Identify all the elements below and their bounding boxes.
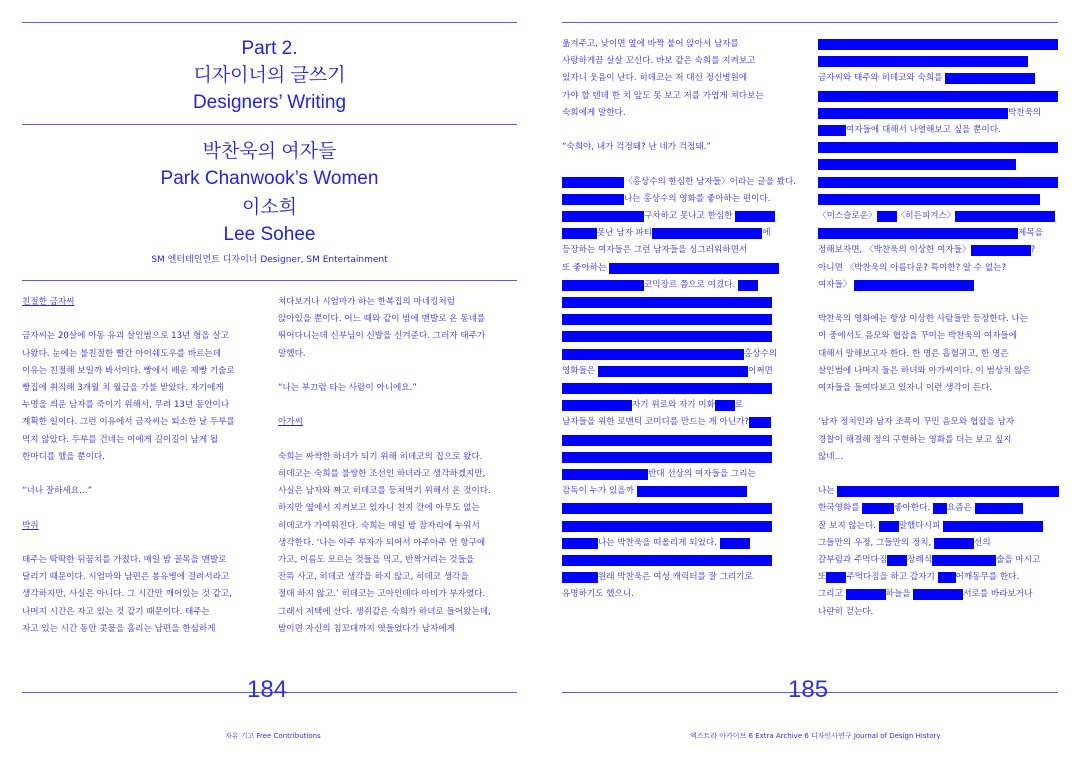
text-line	[562, 466, 756, 483]
redaction-bar	[934, 538, 974, 549]
text-line	[562, 414, 771, 431]
text-line	[818, 432, 1011, 449]
text-line	[562, 139, 711, 156]
text-line: 생각하지만, 사실은 아니다. 그 시간만 깨어있는 것 같고,	[22, 589, 232, 600]
text-segment: 〈히든피겨스〉	[896, 211, 956, 221]
part-title-en: Designers’ Writing	[192, 92, 347, 113]
redaction-bar	[818, 194, 1040, 205]
text-line	[562, 208, 775, 225]
text-segment: 여자들〉	[818, 279, 855, 290]
text-segment: 갈부림과 주먹다짐	[818, 555, 888, 565]
redaction-bar	[945, 73, 1035, 84]
text-line	[818, 53, 1028, 70]
text-line: 앉아있을 뿐이다. 어느 때와 같이 밤에 맨발로 온 동네를	[278, 314, 486, 325]
text-line: 누명을 씌운 남자를 죽이기 위해서, 무려 13년 동안이나	[22, 400, 230, 411]
redaction-bar	[562, 555, 772, 566]
redaction-bar	[932, 555, 996, 566]
text-line	[818, 328, 1017, 345]
top-rule-left	[22, 22, 517, 23]
redaction-bar	[738, 280, 758, 291]
text-segment: 나는	[818, 486, 838, 497]
redaction-bar	[887, 555, 907, 566]
text-line	[562, 346, 777, 363]
text-line: 밤이면 자신의 침꼬대까지 엿들었다가 남자에게	[278, 623, 455, 634]
text-segment: 사랑하게끔 살살 꼬신다. 바보 같은 숙희를 지켜보고	[562, 56, 756, 67]
text-segment: 반대 선상의 여자들을 그리는	[648, 469, 756, 479]
text-segment: 살인범에 나머지 둘은 하녀와 아가씨이다. 이 범상치 않은	[818, 365, 1031, 376]
text-line: 빵집에 취직해 3개월 치 월급을 가불 받았다. 자기에게	[22, 383, 224, 393]
text-line	[562, 70, 747, 87]
text-line	[562, 569, 753, 586]
text-line	[818, 277, 974, 294]
text-line	[818, 88, 1058, 105]
redaction-bar	[818, 142, 1058, 153]
text-line	[562, 518, 772, 535]
text-segment: 않네…	[818, 451, 844, 462]
text-segment: 여자들을 들여다보고 있자니 이런 생각이 든다.	[818, 383, 993, 393]
text-segment: 로	[734, 400, 744, 411]
text-segment: 요즘은	[946, 503, 975, 514]
text-segment: 이 중에서도 음모와 협잡을 꾸미는 박찬욱의 여자들에	[818, 331, 1018, 342]
text-line	[818, 604, 873, 621]
text-line	[818, 535, 991, 552]
text-line	[818, 139, 1058, 156]
text-line	[562, 363, 773, 380]
title-rule	[22, 124, 517, 125]
text-line: 히데코는 숙희를 불쌍한 조선인 하녀라고 생각하겠지만,	[278, 469, 486, 479]
text-segment: 또	[818, 572, 827, 583]
text-line	[562, 294, 772, 311]
section-heading: 박쥐	[22, 520, 39, 531]
text-segment: 나란히 걷는다.	[818, 606, 874, 617]
text-segment: 그들만의 우정, 그들만의 정치,	[818, 537, 935, 548]
redaction-bar	[837, 486, 1059, 497]
top-rule-right	[562, 22, 1058, 23]
redaction-bar	[720, 538, 750, 549]
text-line: “나는 부끄럼 타는 사람이 아니에요.”	[278, 383, 417, 393]
redaction-bar	[854, 280, 974, 291]
text-segment: “숙희야, 내가 걱정돼? 난 네가 걱정돼.”	[562, 142, 711, 153]
redaction-bar	[562, 211, 644, 222]
text-line: 먹지 않았다. 두부를 건네는 이에게 길이길이 남게 될	[22, 434, 219, 445]
text-line: 히데코가 가여워진다. 숙희는 매일 밤 잠자리에 누워서	[278, 520, 480, 531]
redaction-bar	[562, 331, 772, 342]
text-line	[562, 483, 747, 500]
text-segment: 아니면 〈박찬욱의 아름다운? 특이한? 알 수 없는?	[818, 262, 1007, 273]
byline-rule	[22, 280, 517, 281]
text-segment: 영화들은	[562, 365, 598, 376]
text-line	[562, 260, 779, 277]
text-line: 잔뜩 사고, 히데코 생각을 하지 않고, 히데코 생각을	[278, 572, 469, 583]
redaction-bar	[562, 435, 772, 446]
text-line	[562, 88, 764, 105]
redaction-bar	[818, 177, 1058, 188]
part-number: Part 2.	[241, 38, 298, 59]
redaction-bar	[846, 589, 886, 600]
part-title-ko: 디자이너의 글쓰기	[193, 65, 346, 86]
author-en: Lee Sohee	[223, 224, 316, 245]
text-line	[818, 242, 1035, 259]
text-line	[562, 500, 772, 517]
text-segment: 박찬욱의	[1008, 107, 1042, 118]
text-line	[818, 36, 1058, 53]
article-title-ko: 박찬욱의 여자들	[202, 141, 337, 162]
text-segment: 서로를 바라보거나	[963, 589, 1033, 600]
page-number-left: 184	[247, 676, 288, 703]
redaction-bar	[818, 228, 1018, 239]
text-segment: 금자씨와 태주와 히데코와 숙희를	[818, 73, 946, 84]
text-line: 뛰어다니는데 신부님이 신발을 신겨준다. 그러자 태주가	[278, 331, 486, 342]
redaction-bar	[818, 39, 1058, 50]
text-line: 달리기 때문이다. 시엄마와 남편은 봉유병에 걸려서라고	[22, 572, 230, 583]
text-segment: 남자들을 위한 로맨틱 코미디를 만드는 게 아닌가?	[562, 417, 749, 428]
text-line: 절대 하지 않고.’ 히데코는 고아인데다 아비가 부자였다.	[278, 589, 486, 600]
redaction-bar	[562, 572, 598, 583]
redaction-bar	[562, 349, 744, 360]
text-line	[562, 53, 755, 70]
text-segment: 가야 할 텐데 한 치 앞도 못 보고 저를 가엽게 쳐다보는	[562, 90, 764, 101]
redaction-bar	[862, 503, 894, 514]
redaction-bar	[562, 452, 772, 463]
text-segment: ?	[1030, 245, 1036, 256]
text-line	[562, 586, 634, 603]
text-segment: 코믹장르 쯤으로 여겼다.	[644, 279, 738, 290]
text-line: 나왔다. 눈에는 불친절한 빨간 아이쉐도우를 바르는데	[22, 348, 222, 359]
text-line: 나머지 시간은 자고 있는 것 같기 때문이다. 태주는	[22, 606, 210, 617]
text-line	[818, 500, 1023, 517]
text-line	[818, 260, 1006, 277]
text-line: 그래서 저택에 산다. 생쥐같은 숙희가 하녀로 들어왔는데,	[278, 606, 491, 617]
redaction-bar	[879, 521, 899, 532]
redaction-bar	[749, 417, 771, 428]
redaction-bar	[818, 91, 1058, 102]
section-heading: 친절한 금자씨	[22, 297, 75, 307]
text-segment: 박찬욱의 영화에는 항상 이상한 사람들만 등장한다. 나는	[818, 314, 1029, 325]
redaction-bar	[652, 228, 762, 239]
text-line	[818, 414, 1014, 431]
text-segment: 옮겨주고, 낮이면 옆에 바짝 붙어 앉아서 남자를	[562, 39, 739, 49]
footer-right: 엑스트라 아카이브 6 Extra Archive 6 디자인사연구 Journal of Design History	[690, 732, 941, 740]
redaction-bar	[562, 194, 624, 205]
redaction-bar	[562, 177, 624, 188]
redaction-bar	[562, 383, 772, 394]
text-segment: 장례식	[907, 555, 933, 565]
redaction-bar	[562, 400, 632, 411]
redaction-bar	[971, 245, 1031, 256]
redaction-bar	[818, 56, 1028, 67]
redaction-bar	[913, 589, 963, 600]
text-segment: 주먹다짐을 하고 갑자기	[846, 572, 938, 583]
text-line: 말했다.	[278, 348, 306, 359]
text-line	[818, 156, 1016, 173]
text-line	[562, 311, 772, 328]
text-line	[818, 105, 1041, 122]
text-line: 계획한 일이다. 그런 이유에서 금자씨는 퇴소한 날 두부를	[22, 417, 235, 428]
footer-left: 자유 기고 Free Contributions	[225, 732, 321, 740]
redaction-bar	[609, 263, 779, 274]
redaction-bar	[562, 314, 772, 325]
text-segment: 말했다시피	[898, 520, 943, 531]
text-line	[818, 122, 1001, 139]
text-segment: 나는 홍상수의 영화를 좋아하는 편이다.	[624, 193, 771, 204]
text-line	[818, 346, 1009, 363]
text-line	[818, 586, 1032, 603]
text-segment: 잘 보지 않는다.	[818, 520, 879, 531]
redaction-bar	[562, 280, 644, 291]
article-title-en: Park Chanwook’s Women	[160, 168, 379, 189]
text-line: 쳐다보거나 시엄마가 하는 한복집의 마네킹처럼	[278, 297, 455, 307]
text-line	[562, 535, 750, 552]
text-line: 이유는 친절해 보일까 봐서이다. 빵에서 배운 제빵 기술로	[22, 365, 235, 376]
text-segment: 숙희에게 말한다.	[562, 107, 626, 118]
redaction-bar	[955, 211, 1055, 222]
text-segment: 등장하는 여자들은 그런 남자들을 싱그러워하면서	[562, 245, 748, 256]
text-line	[562, 105, 626, 122]
text-segment: 있자니 웃음이 난다. 히데코는 저 대신 정신병원에	[562, 73, 748, 84]
text-line: 사실은 남자와 짜고 히데코를 등쳐먹기 위해서 온 것이다.	[278, 486, 491, 497]
text-line: 가고, 이름도 모르는 것들을 먹고, 반짝거리는 것들을	[278, 555, 475, 565]
redaction-bar	[637, 486, 747, 497]
text-segment: 하늘을	[885, 589, 914, 600]
text-segment: 경찰이 해결해 정의 구현하는 영화를 더는 보고 싶지	[818, 434, 1012, 445]
text-segment: 또 좋아하는	[562, 262, 609, 273]
text-line	[562, 432, 772, 449]
text-segment: 못난 남자 파티	[597, 228, 653, 239]
text-line: 자고 있는 시간 동안 콧물을 흘리는 남편을 한심하게	[22, 623, 216, 634]
text-line: 하지만 옆에서 지켜보고 있자니 친지 간에 아무도 없는	[278, 503, 480, 514]
redaction-bar	[975, 503, 1023, 514]
text-segment: 홍상수의	[744, 348, 778, 359]
text-line	[562, 174, 796, 191]
page-number-right: 185	[788, 676, 829, 703]
text-line: 한마디를 했을 뿐이다.	[22, 451, 105, 462]
text-line: 금자씨는 20살에 아동 유괴 살인범으로 13년 형을 살고	[22, 331, 230, 342]
redaction-bar	[938, 572, 956, 583]
text-segment: 한국영화를	[818, 503, 863, 514]
text-line	[562, 328, 772, 345]
text-line: 태주는 딱딱한 뒤꿈치를 가졌다. 매일 밤 골목을 맨발로	[22, 555, 227, 565]
text-segment: 대해서 말해보고자 한다. 한 명은 흡혈귀고, 한 명은	[818, 348, 1009, 359]
redaction-bar	[943, 521, 1043, 532]
text-line	[562, 449, 772, 466]
text-segment: 좋아한다.	[894, 503, 933, 514]
text-line	[818, 552, 1040, 569]
text-line	[562, 380, 772, 397]
text-segment: 그리고	[818, 589, 846, 600]
redaction-bar	[562, 297, 772, 308]
author-affiliation: SM 엔터테인먼트 디자이너 Designer, SM Entertainment	[151, 255, 388, 265]
text-line	[818, 70, 1035, 87]
redaction-bar	[562, 469, 648, 480]
text-line: 생각한다. ‘나는 아주 부자가 되어서 아주아주 먼 항구에	[278, 537, 486, 548]
text-line	[562, 277, 758, 294]
author-ko: 이소희	[241, 197, 298, 218]
text-segment: 유명하기도 했으니.	[562, 589, 634, 600]
text-segment: ‘남자 정치인과 남자 조폭이 꾸민 음모와 협잡을 남자	[818, 417, 1015, 428]
text-line	[818, 208, 1055, 225]
redaction-bar	[735, 211, 775, 222]
redaction-bar	[598, 366, 748, 377]
text-line	[818, 449, 843, 466]
text-segment: 나는 박찬욱을 떠올리게 되었다.	[598, 537, 720, 548]
redaction-bar	[562, 538, 598, 549]
text-line	[818, 191, 1040, 208]
text-segment: 원래 박찬욱은 여성 캐릭터를 잘 그리기로	[598, 572, 753, 583]
text-line	[562, 552, 772, 569]
text-line	[562, 242, 747, 259]
text-segment: 〈홍상수의 한심한 남자들〉이라는 글을 봤다.	[624, 176, 796, 187]
text-segment: 여자들에 대해서 나열해보고 싶을 뿐이다.	[846, 125, 1001, 135]
text-line	[818, 483, 1059, 500]
text-line	[818, 518, 1043, 535]
text-line	[562, 397, 743, 414]
redaction-bar	[715, 400, 735, 411]
redaction-bar	[826, 572, 846, 583]
text-line	[818, 569, 1019, 586]
text-segment: 이쩌면	[747, 365, 773, 376]
text-line	[562, 225, 771, 242]
text-line	[818, 311, 1028, 328]
text-segment: 구차하고 못나고 한심한	[644, 211, 736, 221]
text-line	[818, 225, 1043, 242]
redaction-bar	[818, 159, 1016, 170]
text-line	[562, 191, 770, 208]
redaction-bar	[818, 125, 846, 136]
text-segment: 정해보자면, 〈박찬욱의 이상한 여자들〉	[818, 245, 971, 256]
text-line: 숙희는 싸싹한 하녀가 되기 위해 히데코의 집으로 왔다.	[278, 451, 483, 462]
text-segment: 제목을	[1018, 228, 1043, 239]
text-segment: 감독이 누가 있을까	[562, 486, 637, 497]
redaction-bar	[933, 503, 947, 514]
text-line: “너나 잘하세요…”	[22, 486, 93, 497]
text-line	[562, 36, 739, 53]
section-heading: 아가씨	[278, 417, 303, 428]
text-segment: 술을 마시고	[996, 555, 1041, 565]
text-line	[818, 174, 1058, 191]
redaction-bar	[562, 521, 772, 532]
text-line	[818, 363, 1031, 380]
text-segment: 어깨동무를 한다.	[955, 572, 1020, 583]
text-segment: 〈미스슬로운〉	[818, 211, 877, 221]
text-segment: 선의	[974, 537, 991, 548]
text-line	[818, 380, 992, 397]
text-segment: 에	[762, 228, 771, 239]
redaction-bar	[818, 108, 1008, 119]
redaction-bar	[562, 503, 772, 514]
redaction-bar	[562, 228, 597, 239]
text-segment: 자기 위로와 자기 미화	[632, 400, 715, 411]
redaction-bar	[877, 211, 897, 222]
